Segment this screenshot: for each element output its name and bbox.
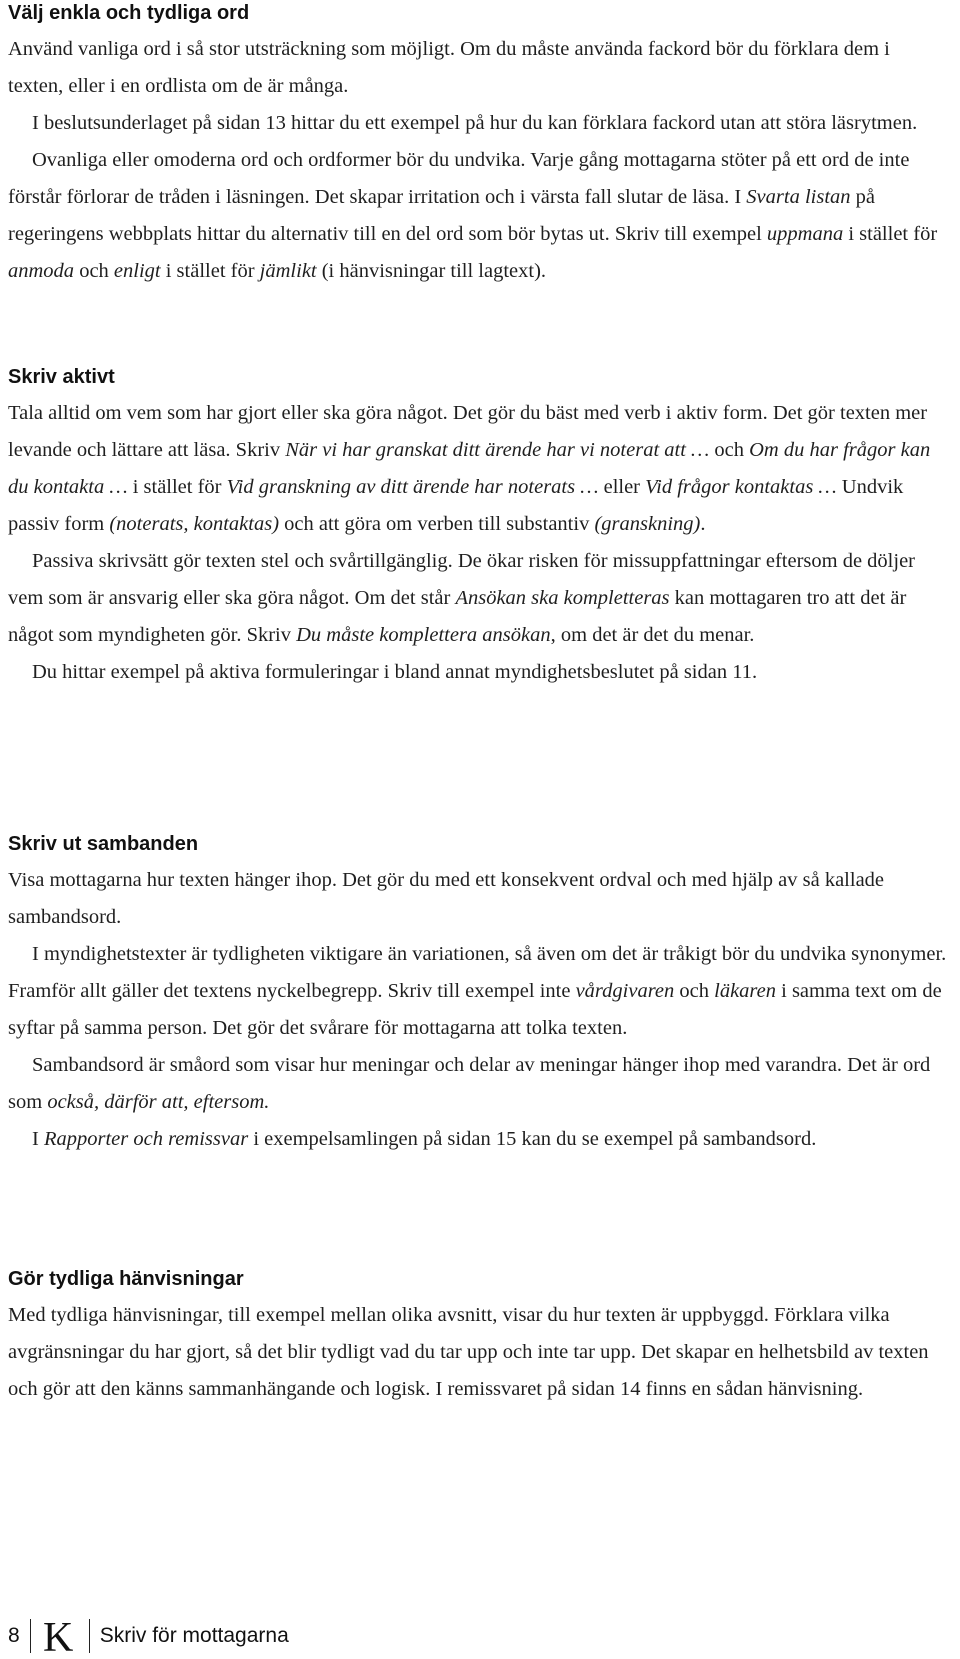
italic-text: Vid frågor kontaktas … [645, 476, 837, 498]
paragraph [8, 1121, 950, 1158]
italic-text: enligt [113, 260, 161, 282]
italic-text: Ansökan ska kompletteras [455, 587, 670, 609]
section-heading: Skriv aktivt [8, 366, 115, 388]
italic-text: Rapporter och remissvar [43, 1128, 249, 1150]
text-run: . [700, 513, 706, 535]
text-run: , om det är det du menar. [550, 624, 755, 646]
text-run: och [674, 980, 715, 1002]
text-run: och [709, 439, 750, 461]
text-run: Ovanliga eller omoderna ord och ordformer bör du undvika. Varje gång mottagarna stöter på ett ord de inte förstår förlorar de tråden i läsningen. Det skapar irritation och i värsta fall slutar de läsa. I [8, 149, 910, 208]
italic-text: Vid granskning av ditt ärende har noterats … [226, 476, 599, 498]
italic-text: också, därför att, eftersom. [47, 1091, 270, 1113]
text-run: i stället för [160, 260, 260, 282]
italic-text: (granskning) [594, 513, 701, 535]
paragraph [8, 1297, 950, 1408]
section-skriv-ut-sambanden [8, 833, 950, 1158]
italic-text: anmoda [8, 260, 75, 282]
italic-text: När vi har granskat ditt ärende har vi noterat att … [285, 439, 710, 461]
text-run: Tala alltid om vem som har gjort eller ska göra något. Det gör du bäst med verb i aktiv form. Det gör texten mer levande och lättare att läsa. Skriv [8, 402, 928, 461]
text-run: i exempelsamlingen på sidan 15 kan du se exempel på sambandsord. [248, 1128, 817, 1150]
footer-title: Skriv för mottagarna [99, 1624, 289, 1647]
paragraph [8, 543, 950, 654]
section-body [8, 1297, 950, 1408]
paragraph [8, 395, 950, 543]
text-run: Sambandsord är småord som visar hur meningar och delar av meningar hänger ihop med varandra. Det är ord som [8, 1054, 931, 1113]
italic-text: uppmana [766, 223, 844, 245]
text-run: Visa mottagarna hur texten hänger ihop. Det gör du med ett konsekvent ordval och med hjälp av så kallade sambandsord. [8, 869, 885, 928]
paragraph [8, 654, 950, 691]
paragraph [8, 142, 950, 290]
text-run: i samma text om de syftar på samma person. Det gör det svårare för mottagarna att tolka texten. [8, 980, 942, 1039]
paragraph [8, 1047, 950, 1121]
text-run: i stället för [843, 223, 938, 245]
text-run: i stället för [127, 476, 227, 498]
italic-text: Om du har frågor kan du kontakta … [8, 439, 931, 498]
section-heading: Skriv ut sambanden [8, 833, 199, 855]
italic-text: (noterats, kontaktas) [109, 513, 280, 535]
text-run: Med tydliga hänvisningar, till exempel mellan olika avsnitt, visar du hur texten är uppbyggd. Förklara vilka avgränsningar du har gjort, så det blir tydligt vad du tar upp och inte tar upp. Det skapar en helhetsbild av texten och gör att den känns sammanhängande och logisk. I remissvaret på sidan 14 finns en sådan hänvisning. [8, 1304, 929, 1400]
text-run: I myndighetstexter är tydligheten viktigare än variationen, så även om det är tråkigt bör du undvika synonymer. Framför allt gäller det textens nyckelbegrepp. Skriv till exempel inte [8, 943, 947, 1002]
text-run: Undvik passiv form [8, 476, 904, 535]
paragraph [8, 936, 950, 1047]
k-logo-icon [41, 1616, 79, 1656]
paragraph [8, 31, 950, 105]
italic-text: läkaren [714, 980, 776, 1002]
section-body [8, 395, 950, 691]
italic-text: Du måste komplettera ansökan [296, 624, 551, 646]
paragraph [8, 862, 950, 936]
text-run: på regeringens webbplats hittar du alternativ till en del ord som bör bytas ut. Skriv till exempel [8, 186, 875, 245]
text-run: I beslutsunderlaget på sidan 13 hittar du ett exempel på hur du kan förklara fackord utan att störa läsrytmen. [32, 112, 918, 134]
text-run: Passiva skrivsätt gör texten stel och svårtillgänglig. De ökar risken för missuppfattningar eftersom de döljer vem som är ansvarig eller ska göra något. Om det står [8, 550, 916, 609]
text-run: Du hittar exempel på aktiva formuleringar i bland annat myndighetsbeslutet på sidan 11. [32, 661, 758, 683]
section-valj-enkla-ord [8, 2, 950, 290]
text-run: Använd vanliga ord i så stor utsträckning som möjligt. Om du måste använda fackord bör du förklara dem i texten, eller i en ordlista om de är många. [8, 38, 890, 97]
page-number: 8 [8, 1624, 20, 1647]
section-tydliga-hanvisningar [8, 1268, 950, 1408]
paragraph [8, 105, 950, 142]
text-run: kan mottagaren tro att det är något som myndigheten gör. Skriv [8, 587, 907, 646]
page-footer [8, 1614, 289, 1658]
section-skriv-aktivt [8, 366, 950, 691]
svg-text:K: K [42, 1616, 74, 1656]
section-heading: Välj enkla och tydliga ord [8, 2, 250, 24]
text-run: och [74, 260, 114, 282]
text-run: eller [598, 476, 646, 498]
divider [30, 1619, 31, 1653]
text-run: (i hänvisningar till lagtext). [316, 260, 547, 282]
italic-text: vårdgivaren [575, 980, 675, 1002]
text-run: och att göra om verben till substantiv [279, 513, 595, 535]
section-body [8, 31, 950, 290]
text-run: I [32, 1128, 44, 1150]
section-body [8, 862, 950, 1158]
section-heading: Gör tydliga hänvisningar [8, 1268, 244, 1290]
italic-text: Svarta listan [746, 186, 851, 208]
divider [89, 1619, 90, 1653]
italic-text: jämlikt [259, 260, 317, 282]
